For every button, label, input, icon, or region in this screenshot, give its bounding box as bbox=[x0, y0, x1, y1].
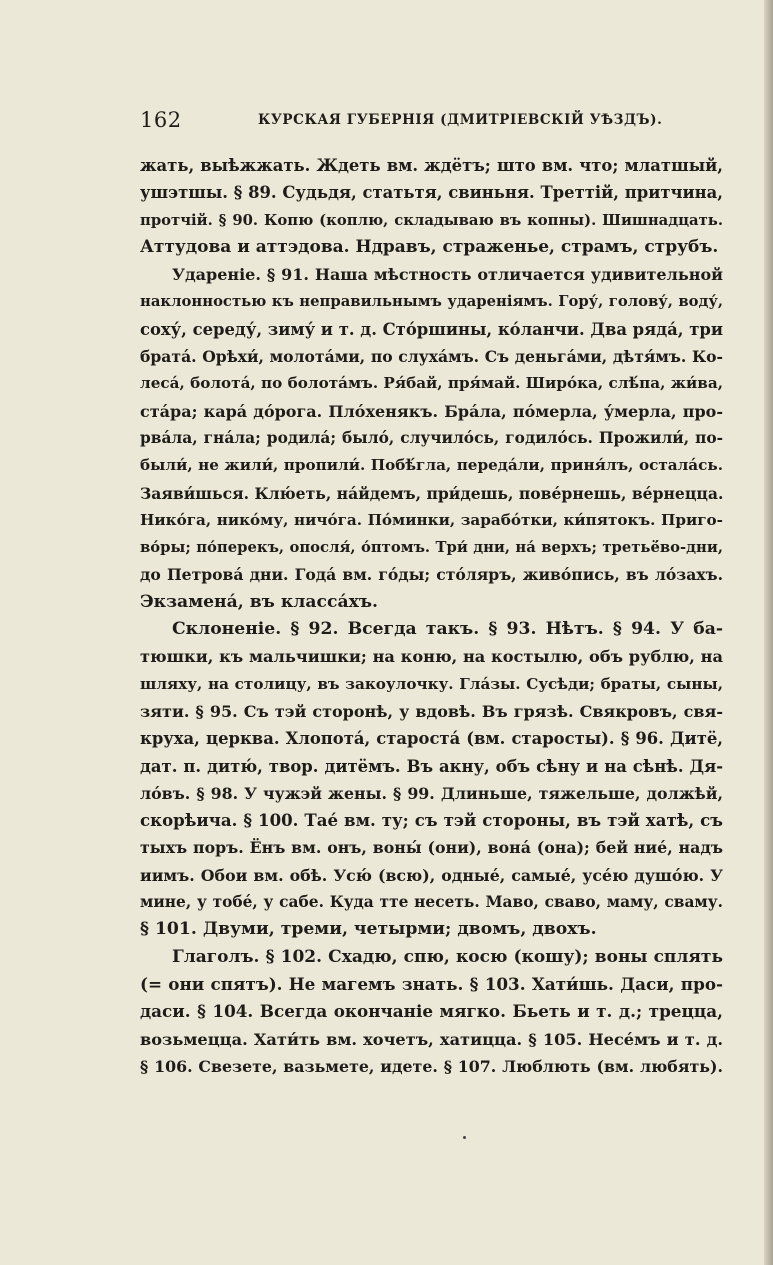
text-line: даси. § 104. Всегда окончаніе мягко. Бьеть и т. д.; трецца, bbox=[140, 1001, 723, 1022]
text-line: до Петрова́ дни. Года́ вм. го́ды; сто́ляръ, живо́пись, въ ло́захъ. bbox=[140, 565, 723, 585]
page-edge-shadow bbox=[764, 0, 773, 1265]
text-line: ло́въ. § 98. У чужэй жены. § 99. Длиньше, тяжельше, должѣй, bbox=[140, 783, 723, 803]
text-line: тыхъ поръ. Ёнъ вм. онъ, воны́ (они), вона́ (она); бей ние́, надъ bbox=[140, 838, 723, 858]
text-line: ста́ра; кара́ до́рога. Пло́хенякъ. Бра́ла, по́мерла, у́мерла, про- bbox=[140, 401, 723, 421]
text-line: Аттудова и аттэдова. Ндравъ, страженье, страмъ, струбъ. bbox=[140, 236, 719, 257]
text-line: жать, выѣжжать. Ждеть вм. ждётъ; што вм. что; млатшый, bbox=[140, 156, 723, 175]
text-line: зяти. § 95. Съ тэй сторонѣ, у вдовѣ. Въ грязѣ. Свякровъ, свя- bbox=[140, 701, 723, 721]
text-line: дат. п. дитю́, твор. дитёмъ. Въ акну, объ сѣну и на сѣнѣ. Дя- bbox=[140, 756, 723, 776]
text-line: протчій. § 90. Копю (коплю, складываю въ копны). Шишнадцать. bbox=[140, 211, 723, 229]
paragraph-first-line: Склоненіе. § 92. Всегда такъ. § 93. Нѣтъ. § 94. У ба- bbox=[172, 619, 723, 640]
text-line: Экзамена́, въ класса́хъ. bbox=[140, 591, 378, 612]
text-line: во́ры; по́перекъ, опосля́, о́птомъ. Три́ дни, на́ верхъ; третьё́во-дни, bbox=[140, 539, 723, 557]
text-line: скорѣича. § 100. Тае́ вм. ту; съ тэй стороны, въ тэй хатѣ, съ bbox=[140, 810, 723, 831]
text-line: Нико́га, нико́му, ничо́га. По́минки, зарабо́тки, ки́пятокъ. Приго- bbox=[140, 510, 723, 529]
text-line: § 101. Двуми, треми, четырми; двомъ, двохъ. bbox=[140, 919, 597, 940]
printer-dot-mark bbox=[463, 1136, 466, 1139]
text-line: шляху, на столицу, въ закоулочку. Гла́зы. Сусѣди; браты, сыны, bbox=[140, 674, 723, 693]
page-number: 162 bbox=[140, 108, 182, 132]
text-line: наклонностью къ неправильнымъ удареніямъ. Гору́, голову́, воду́, bbox=[140, 293, 723, 311]
text-line: иимъ. Обои вм. обѣ. Усю́ (всю), одные́, самые́, усе́ю душо́ю. У bbox=[140, 865, 723, 885]
text-line: тюшки, къ мальчишки; на коню, на костылю, объ рублю, на bbox=[140, 647, 723, 667]
body-text bbox=[140, 152, 723, 1080]
text-line: ушэтшы. § 89. Судьдя, статьтя, свиньня. Треттій, притчина, bbox=[140, 183, 723, 203]
paragraph-first-line: Глаголъ. § 102. Схадю, спю, косю (кошу); воны сплять bbox=[172, 946, 723, 967]
text-line: круха, церква. Хлопота́, староста́ (вм. старосты). § 96. Дитё, bbox=[140, 729, 723, 749]
text-line: (= они спятъ). Не магемъ знать. § 103. Хати́шь. Даси, про- bbox=[140, 973, 723, 994]
text-line: соху́, середу́, зиму́ и т. д. Сто́ршины, ко́ланчи. Два ряда́, три bbox=[140, 319, 723, 339]
text-line: леса́, болота́, по болота́мъ. Ря́бай, пря́май. Широ́ка, слѣ́па, жи́ва, bbox=[140, 374, 723, 393]
text-line: рва́ла, гна́ла; родила́; было́, случило́сь, годило́сь. Прожили́, по- bbox=[140, 428, 723, 447]
paragraph-first-line: Удареніе. § 91. Наша мѣстность отличается удивительной bbox=[172, 265, 723, 285]
text-line: Заяви́шься. Клю́еть, на́йдемъ, при́дешь, пове́рнешь, ве́рнецца. bbox=[140, 483, 723, 503]
text-line: § 106. Свезете, вазьмете, идете. § 107. Люблють (вм. любять). bbox=[140, 1056, 723, 1076]
text-line: брата́. Орѣхи́, молота́ми, по слуха́мъ. Съ деньга́ми, дѣтя́мъ. Ко- bbox=[140, 347, 723, 367]
running-title: КУРСКАЯ ГУБЕРНІЯ (ДМИТРІЕВСКІЙ УѢЗДЪ). bbox=[258, 112, 663, 128]
text-line: мине, у тобе́, у сабе. Куда тте несеть. Маво, сваво, маму, сваму. bbox=[140, 893, 723, 912]
page-header bbox=[140, 108, 725, 138]
text-line: возьмецца. Хати́ть вм. хочетъ, хатицца. § 105. Несе́мъ и т. д. bbox=[140, 1029, 723, 1049]
text-line: были́, не жили́, пропили́. Побѣ́гла, переда́ли, приня́лъ, остала́сь. bbox=[140, 456, 723, 475]
